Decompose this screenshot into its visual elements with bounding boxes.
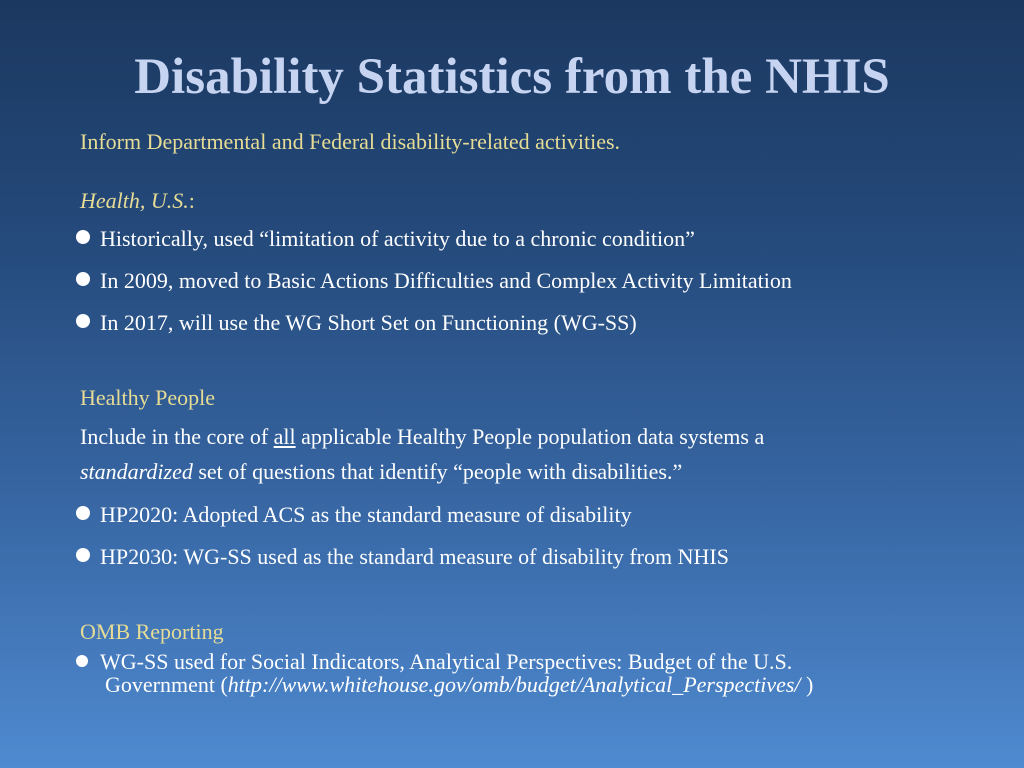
healthy-people-body-rest: set of questions that identify “people with disabilities.”	[192, 459, 683, 484]
omb-bullet-line-2	[105, 671, 813, 699]
bullet-dot-icon	[76, 548, 90, 562]
healthy-people-heading: Healthy People	[80, 385, 216, 410]
slide-subtitle: Inform Departmental and Federal disability-related activities.	[80, 129, 621, 154]
healthy-people-body-line-1	[80, 423, 764, 451]
bullet-text: Historically, used “limitation of activity due to a chronic condition”	[100, 226, 695, 251]
health-us-bullet-3	[76, 309, 637, 337]
healthy-people-body-part1: Include in the core of	[80, 424, 274, 449]
bullet-text: In 2017, will use the WG Short Set on Functioning (WG-SS)	[100, 310, 637, 335]
healthy-people-body-part2: applicable Healthy People population data systems a	[295, 424, 765, 449]
bullet-text: HP2020: Adopted ACS as the standard measure of disability	[100, 502, 632, 527]
omb-link[interactable]: http://www.whitehouse.gov/omb/budget/Analytical_Perspectives/	[227, 672, 801, 697]
bullet-dot-icon	[76, 655, 88, 667]
health-us-bullet-1	[76, 225, 695, 253]
healthy-people-body-italic: standardized	[80, 459, 193, 484]
slide-title: Disability Statistics from the NHIS	[134, 49, 890, 105]
health-us-heading	[80, 187, 195, 215]
healthy-people-bullet-1	[76, 501, 632, 529]
bullet-dot-icon	[76, 506, 90, 520]
health-us-heading-title: Health, U.S.	[80, 188, 189, 213]
bullet-dot-icon	[76, 230, 90, 244]
health-us-bullet-2	[76, 267, 792, 295]
health-us-heading-colon: :	[188, 188, 195, 213]
omb-bullet-line-2-prefix: Government (	[105, 672, 228, 697]
bullet-text: In 2009, moved to Basic Actions Difficulties and Complex Activity Limitation	[100, 268, 792, 293]
healthy-people-body-underlined: all	[273, 424, 296, 449]
bullet-text: HP2030: WG-SS used as the standard measure of disability from NHIS	[100, 544, 729, 569]
bullet-dot-icon	[76, 272, 90, 286]
healthy-people-body-line-2	[80, 458, 682, 486]
omb-heading: OMB Reporting	[80, 619, 224, 644]
bullet-dot-icon	[76, 314, 90, 328]
omb-bullet-line-1: WG-SS used for Social Indicators, Analytical Perspectives: Budget of the U.S.	[100, 649, 793, 674]
omb-bullet-line-2-suffix: )	[800, 672, 814, 697]
healthy-people-bullet-2	[76, 543, 729, 571]
